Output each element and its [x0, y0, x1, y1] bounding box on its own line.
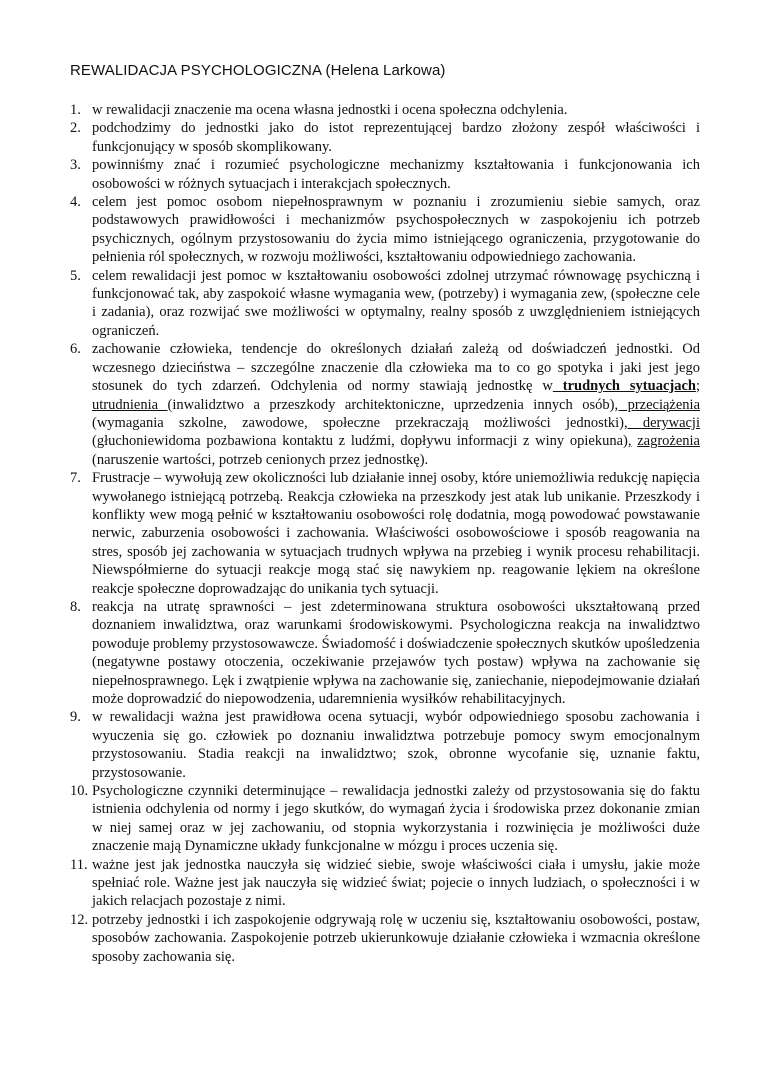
list-item [70, 267, 700, 341]
text-run: (wymagania szkolne, zawodowe, społeczne przekraczają możliwości jednostki) [92, 414, 624, 431]
list-text: ważne jest jak jednostka nauczyła się widzieć siebie, swoje właściwości ciała i umysłu, jakie może spełniać role. Ważne jest jak nauczyła się widzieć świat; pojecie o innych ludziach, o społeczności i w jakich relacjach pozostaje z nimi. [92, 856, 700, 910]
list-item [70, 782, 700, 856]
list-item [70, 708, 700, 782]
text-run: zachowanie człowieka, tendencje do określonych działań zależą od doświadczeń jednostki. Od wczesnego dzieciństwa – szczególne znaczenie dla człowieka ma to co go spotyka i jaki jest jego stosunek do tych zdarzeń. Odchylenia od normy stawiają jednostkę w [92, 341, 700, 395]
list-number: 1. [70, 102, 81, 118]
list-text: Psychologiczne czynniki determinujące – rewalidacja jednostki zależy od przystosowania się do faktu istnienia odchylenia od normy i jego skutków, do wymagań życia i środowiska przez dokonanie zmian w niej samej oraz w jej zachowaniu, od stopnia wykorzystania i rozwinięcia je możliwości duże znaczenie mają Dynamiczne układy funkcjonalne w mózgu i proces uczenia się. [92, 783, 700, 855]
list-item [70, 598, 700, 708]
list-text: reakcja na utratę sprawności – jest zdeterminowana struktura osobowości ukształtowaną przed doznaniem inwalidztwa, oraz warunkami środowiskowymi. Psychologiczna reakcja na inwalidztwo powoduje problemy przystosowawcze. Świadomość i doświadczenie społecznych skutków upośledzenia (negatywne postawy otoczenia, oczekiwanie przejawów tych postaw) wpływa na zachowanie się niepełnosprawnego. Lęk i zwątpienie wpływa na zachowanie się, zaniechanie, niepodejmowanie działań może doprowadzić do niepowodzenia, udaremnienia wysiłków rehabilitacyjnych. [92, 598, 700, 707]
term-derywacji: , derywacji [623, 414, 700, 431]
list-number: 11. [70, 856, 88, 873]
list-item [70, 193, 700, 267]
term-przeciazenia: , przeciążenia [614, 396, 700, 413]
list-number: 8. [70, 598, 81, 615]
list-number: 5. [70, 267, 81, 284]
emphasis-difficult-situations: trudnych sytuacjach [552, 378, 696, 395]
list-text: celem rewalidacji jest pomoc w kształtowaniu osobowości zdolnej utrzymać równowagę psychiczną i funkcjonować tak, aby zaspokoić własne wymagania wew, (potrzeby) i wymagania zew, (społeczne cele i zadania), oraz rozwijać swe możliwości w optymalny, realny sposób z uwzględnieniem istniejących ograniczeń. [92, 267, 700, 339]
document-title: REWALIDACJA PSYCHOLOGICZNA (Helena Larkowa) [70, 62, 446, 79]
list-text: podchodzimy do jednostki jako do istot reprezentującej bardzo złożony zespół właściwości i funkcjonujący w sposób skomplikowany. [92, 120, 700, 155]
list-number: 7. [70, 470, 81, 487]
list-item [70, 119, 700, 156]
list-item [70, 469, 700, 598]
term-zagrozenia: zagrożenia [637, 433, 700, 450]
text-run: (głuchoniewidoma pozbawiona kontaktu z ludźmi, dopływu informacji z winy opiekuna) [92, 433, 628, 450]
text-run: ; [695, 378, 700, 395]
list-text: celem jest pomoc osobom niepełnosprawnym w poznaniu i zrozumieniu siebie samych, oraz podstawowych prawidłowości i mechanizmów psychospołecznych w zaspokojeniu ich potrzeb psychicznych, ogólnym przystosowaniu do życia mimo istniejącego ograniczenia, przygotowanie do pełnienia ról społecznych, w rozwoju możliwości, kształtowaniu odpowiedniego zachowania. [92, 194, 700, 266]
list-text: w rewalidacji znaczenie ma ocena własna jednostki i ocena społeczna odchylenia. [92, 102, 568, 118]
list-text: w rewalidacji ważna jest prawidłowa ocena sytuacji, wybór odpowiedniego sposobu zachowania i wyuczenia się go. człowiek po doznaniu inwalidztwa potrzebuje pomocy swym emocjonalnym przystosowaniu. Stadia reakcji na inwalidztwo; szok, obronne wycofanie się, uznanie faktu, przystosowanie. [92, 709, 700, 781]
list-item [70, 101, 700, 119]
list-item [70, 156, 700, 193]
list-number: 3. [70, 157, 81, 174]
list-item [70, 911, 700, 966]
list-number: 9. [70, 709, 81, 726]
list-number: 2. [70, 120, 81, 137]
list-text: powinniśmy znać i rozumieć psychologiczne mechanizmy kształtowania i funkcjonowania ich osobowości w różnych sytuacjach i interakcjach społecznych. [92, 157, 700, 192]
list-item [70, 340, 700, 469]
list-text: potrzeby jednostki i ich zaspokojenie odgrywają rolę w uczeniu się, kształtowaniu osobowości, postaw, sposobów zachowania. Zaspokojenie potrzeb ukierunkowuje działanie człowieka i wzmacnia określone sposoby zachowania się. [92, 911, 700, 965]
list-number: 6. [70, 341, 81, 358]
list-number: 4. [70, 194, 81, 211]
text-run: , [627, 433, 632, 450]
text-run: (inwalidztwo a przeszkody architektoniczne, uprzedzenia innych osób) [167, 396, 615, 413]
numbered-list [70, 101, 700, 966]
list-number: 10. [70, 783, 89, 800]
list-text: Frustracje – wywołują zew okoliczności lub działanie innej osoby, które uniemożliwia redukcję napięcia wywołanego istniejącą potrzebą. Reakcja człowieka na przeszkody jest atak lub unikanie. Przeszkody i konflikty wew mogą pełnić w kształtowaniu osobowości rolę dodatnia, mogą powodować powstawanie nerwic, zaburzenia osobowości i zachowania. Właściwości osobowościowe i sposób reagowania na stres, sposób jej zachowania w sytuacjach trudnych wpływa na przebieg i wynik procesu rehabilitacji. Niewspółmierne do sytuacji reakcje mogą stać się nawykiem np. reagowanie lękiem na określone reakcje społeczne doprowadzając do unikania tych sytuacji. [92, 470, 700, 597]
term-utrudnienia: utrudnienia [92, 396, 168, 413]
text-run: (naruszenie wartości, potrzeb cenionych przez jednostkę). [92, 451, 429, 468]
list-item [70, 856, 700, 911]
list-number: 12. [70, 911, 89, 928]
list-text [92, 340, 700, 469]
